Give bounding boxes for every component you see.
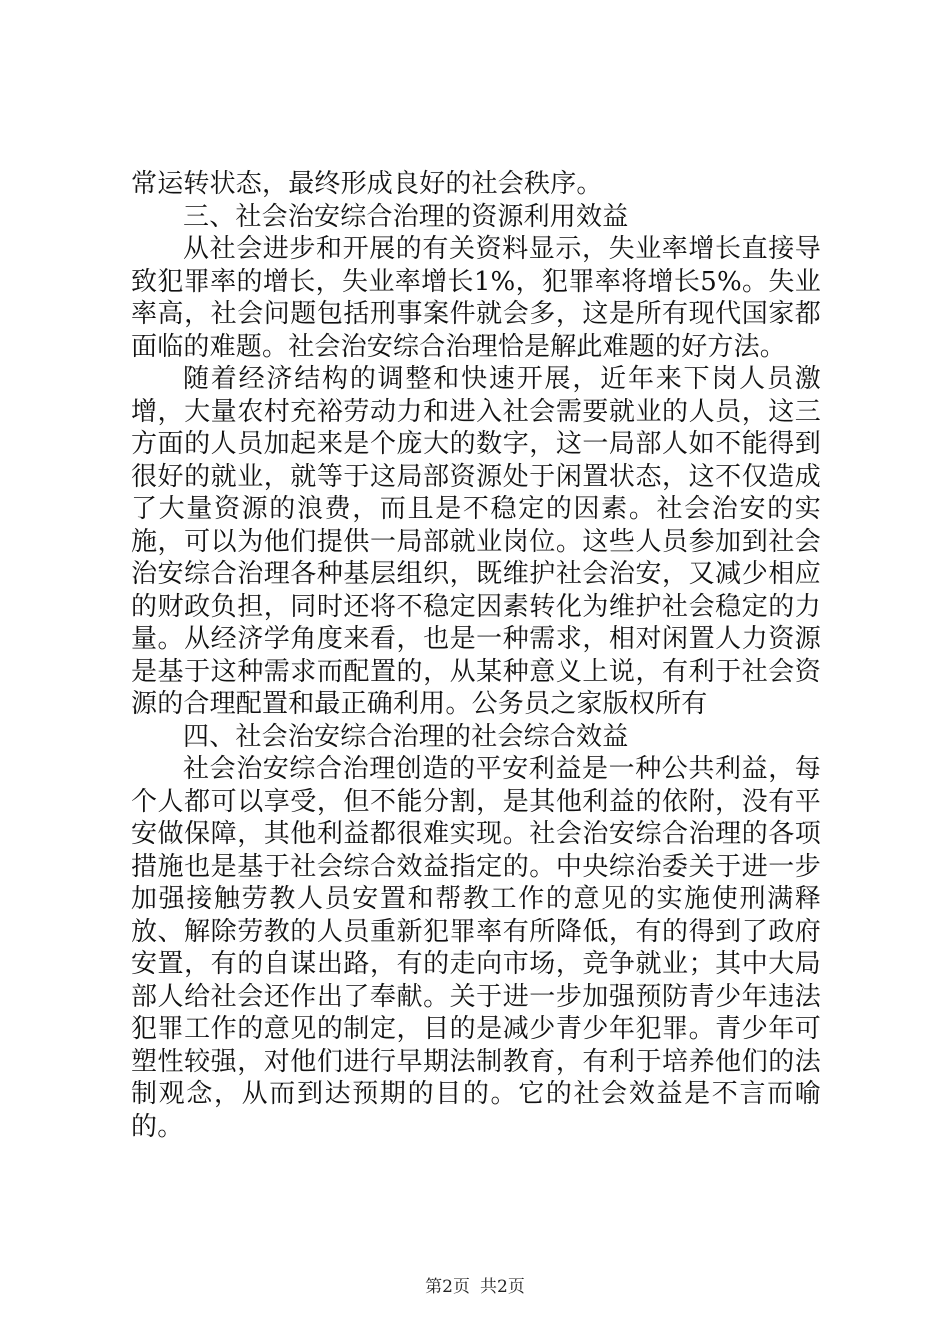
- section-heading-3: 三、社会治安综合治理的资源利用效益: [183, 201, 629, 232]
- page-number: 第2页: [425, 1277, 470, 1297]
- section-heading-4: 四、社会治安综合治理的社会综合效益: [183, 721, 629, 752]
- paragraph-resources: 随着经济结构的调整和快速开展，近年来下岗人员激增，大量农村充裕劳动力和进入社会需要就业的人员，这三方面的人员加起来是个庞大的数字，这一局部人如不能得到很好的就业，就等于这局部资源处于闲置状态，这不仅造成了大量资源的浪费，而且是不稳定的因素。社会治安的实施，可以为他们提供一局部就业岗位。这些人员参加到社会治安综合治理各种基层组织，既维护社会治安，又减少相应的财政负担，同时还将不稳定因素转化为维护社会稳定的力量。从经济学角度来看，也是一种需求，相对闲置人力资源是基于这种需求而配置的，从某种意义上说，有利于社会资源的合理配置和最正确利用。公务员之家版权所有: [131, 364, 821, 719]
- paragraph-social-benefit: 社会治安综合治理创造的平安利益是一种公共利益，每个人都可以享受，但不能分割，是其他利益的依附，没有平安做保障，其他利益都很难实现。社会治安综合治理的各项措施也是基于社会综合效益指定的。中央综治委关于进一步加强接触劳教人员安置和帮教工作的意见的实施使刑满释放、解除劳教的人员重新犯罪率有所降低，有的得到了政府安置，有的自谋出路，有的走向市场，竞争就业；其中大局部人给社会还作出了奉献。关于进一步加强预防青少年违法犯罪工作的意见的制定，目的是减少青少年犯罪。青少年可塑性较强，对他们进行早期法制教育，有利于培养他们的法制观念，从而到达预期的目的。它的社会效益是不言而喻的。: [131, 754, 821, 1142]
- page-footer: [0, 1272, 950, 1297]
- document-body: [131, 168, 821, 1143]
- page-total: 共2页: [480, 1277, 525, 1297]
- paragraph-continuation: 常运转状态，最终形成良好的社会秩序。: [131, 169, 603, 199]
- paragraph-unemployment: 从社会进步和开展的有关资料显示，失业率增长直接导致犯罪率的增长，失业率增长1%，犯罪率将增长5%。失业率高，社会问题包括刑事案件就会多，这是所有现代国家都面临的难题。社会治安综合治理恰是解此难题的好方法。: [131, 234, 821, 362]
